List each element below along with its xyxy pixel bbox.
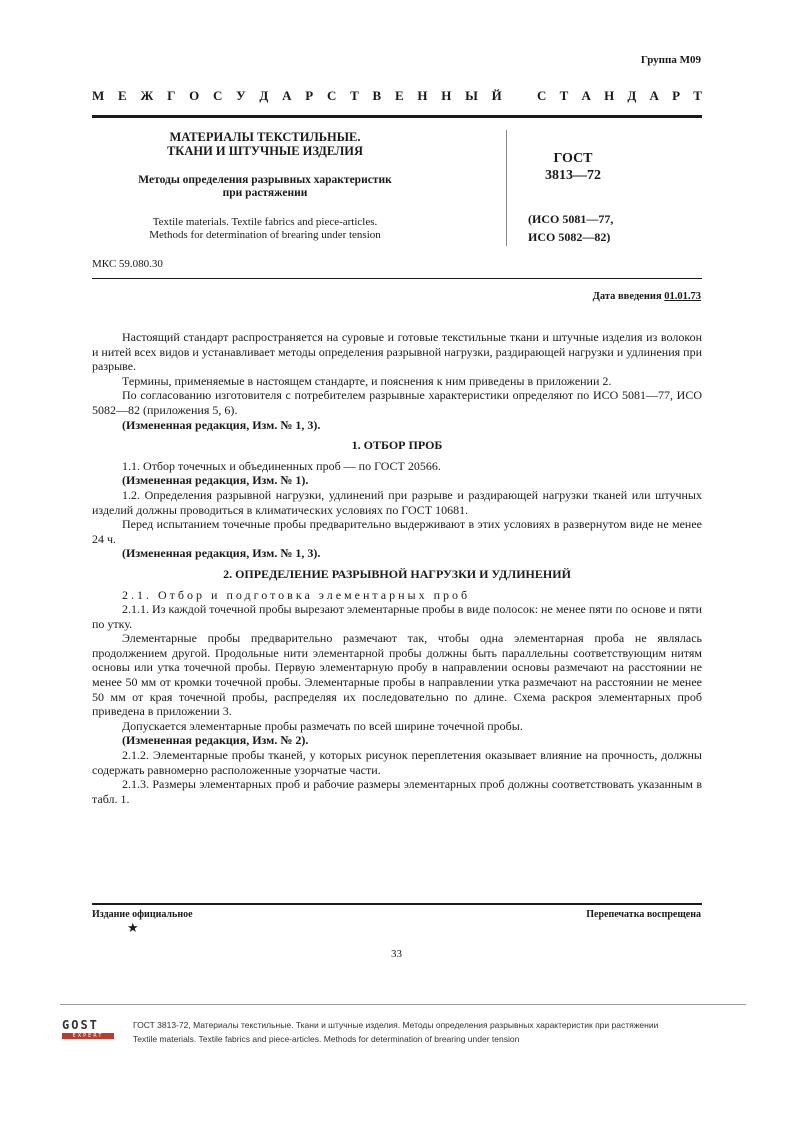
paragraph: 2.1.2. Элементарные пробы тканей, у которых рисунок переплетения оказывает влияние на прочность, должны содержать равномерно расположенные узорчатые части.: [92, 748, 702, 777]
date-value: 01.01.73: [664, 291, 701, 302]
gost-label: ГОСТ: [553, 151, 593, 166]
title-en-line1: Textile materials. Textile fabrics and piece-articles.: [152, 216, 378, 228]
revision-note: (Измененная редакция, Изм. № 1, 3).: [122, 546, 321, 561]
iso-line2: ИСО 5082—82): [528, 230, 611, 244]
title-english: [100, 216, 430, 242]
footer-line2: Textile materials. Textile fabrics and piece-articles. Methods for determination of brearing under tension: [133, 1034, 520, 1044]
title-sub-line2: при растяжении: [222, 187, 308, 199]
bottom-rule: [92, 903, 702, 905]
reprint-notice: Перепечатка воспрещена: [586, 909, 701, 920]
paragraph: 1.2. Определения разрывной нагрузки, удлинений при разрыве и раздирающей нагрузки тканей или штучных изделий должны проводиться в климатических условиях по ГОСТ 10681.: [92, 487, 702, 517]
title-main-line1: МАТЕРИАЛЫ ТЕКСТИЛЬНЫЕ.: [169, 130, 361, 144]
logo-text-top: GOST: [62, 1018, 99, 1032]
iso-references: [528, 210, 698, 246]
paragraph: Допускается элементарные пробы размечать по всей ширине точечной пробы.: [122, 718, 523, 733]
star-icon: ★: [127, 920, 139, 935]
footer-line1: ГОСТ 3813-72, Материалы текстильные. Ткани и штучные изделия. Методы определения разрывных характеристик при растяжении: [133, 1020, 659, 1030]
footer-caption: [133, 1018, 658, 1046]
paragraph: 2.1.3. Размеры элементарных проб и рабочие размеры элементарных проб должны соответствовать указанным в табл. 1.: [92, 777, 702, 806]
gost-expert-logo[interactable]: [62, 1019, 118, 1039]
date-label: Дата введения: [592, 291, 662, 302]
section-heading-2: 2. ОПРЕДЕЛЕНИЕ РАЗРЫВНОЙ НАГРУЗКИ И УДЛИНЕНИЙ: [223, 566, 571, 581]
page-number: 33: [391, 948, 402, 960]
mks-rule: [92, 278, 702, 279]
gost-designation: [528, 150, 698, 246]
title-main: [100, 130, 430, 158]
footer-rule: [60, 1004, 746, 1005]
paragraph: 2.1.1. Из каждой точечной пробы вырезают элементарные пробы в виде полосок: не менее пяти по основе и пяти по утку.: [92, 602, 702, 631]
subsection-heading: 2.1. Отбор и подготовка элементарных проб: [122, 587, 471, 602]
paragraph: Настоящий стандарт распространяется на суровые и готовые текстильные ткани и штучные изделия из волокон и нитей всех видов и устанавливает методы определения разрывной нагрузки, раздирающей нагрузки и удлинения при разрыве.: [92, 330, 702, 374]
gost-code: 3813—72: [545, 168, 601, 183]
paragraph: 1.1. Отбор точечных и объединенных проб — по ГОСТ 20566.: [122, 458, 441, 473]
header-rule: [92, 115, 702, 118]
group-code: Группа М09: [640, 54, 701, 66]
title-block: [100, 130, 430, 242]
standard-word: С Т А Н Д А Р Т: [537, 88, 702, 103]
title-subtitle: [100, 174, 430, 200]
iso-line1: (ИСО 5081—77,: [528, 212, 614, 226]
mks-code: МКС 59.080.30: [92, 258, 163, 270]
title-main-line2: ТКАНИ И ШТУЧНЫЕ ИЗДЕЛИЯ: [166, 144, 364, 158]
official-edition-label: Издание официальное: [92, 909, 193, 920]
section-heading-1: 1. ОТБОР ПРОБ: [351, 438, 443, 453]
introduction-date: [593, 291, 701, 302]
logo-text-bottom: EXPERT: [62, 1033, 114, 1039]
interstate-standard-heading: [92, 88, 702, 104]
paragraph: По согласованию изготовителя с потребителем разрывные характеристики определяют по ИСО 5081—77, ИСО 5082—82 (приложения 5, 6).: [92, 388, 702, 417]
title-divider: [506, 130, 507, 246]
paragraph: Элементарные пробы предварительно размечают так, чтобы одна элементарная проба не являлась продолжением другой. Продольные нити элементарной пробы должны быть параллельны соответствующим нитям основы или утка точечной пробы. Первую элементарную пробу в направлении основы размечают на расстоянии не менее 50 мм от кромки точечной пробы. Элементарные пробы в направлении утка размечают на расстоянии не менее 50 мм от края точечной пробы, распределяя их последовательно по длине. Схема раскроя элементарных проб приведена в приложении 3.: [92, 631, 702, 719]
revision-note: (Измененная редакция, Изм. № 1).: [122, 473, 309, 488]
title-en-line2: Methods for determination of brearing under tension: [149, 229, 381, 241]
interstate-word: М Е Ж Г О С У Д А Р С Т В Е Н Н Ы Й: [92, 88, 502, 103]
revision-note: (Измененная редакция, Изм. № 2).: [122, 733, 309, 748]
document-body: [92, 330, 702, 806]
paragraph: Термины, применяемые в настоящем стандарте, и пояснения к ним приведены в приложении 2.: [122, 373, 612, 388]
paragraph: Перед испытанием точечные пробы предварительно выдерживают в этих условиях в развернутом виде не менее 24 ч.: [92, 517, 702, 546]
gost-number: [528, 150, 618, 184]
revision-note: (Измененная редакция, Изм. № 1, 3).: [122, 417, 321, 432]
title-sub-line1: Методы определения разрывных характеристик: [138, 174, 392, 186]
